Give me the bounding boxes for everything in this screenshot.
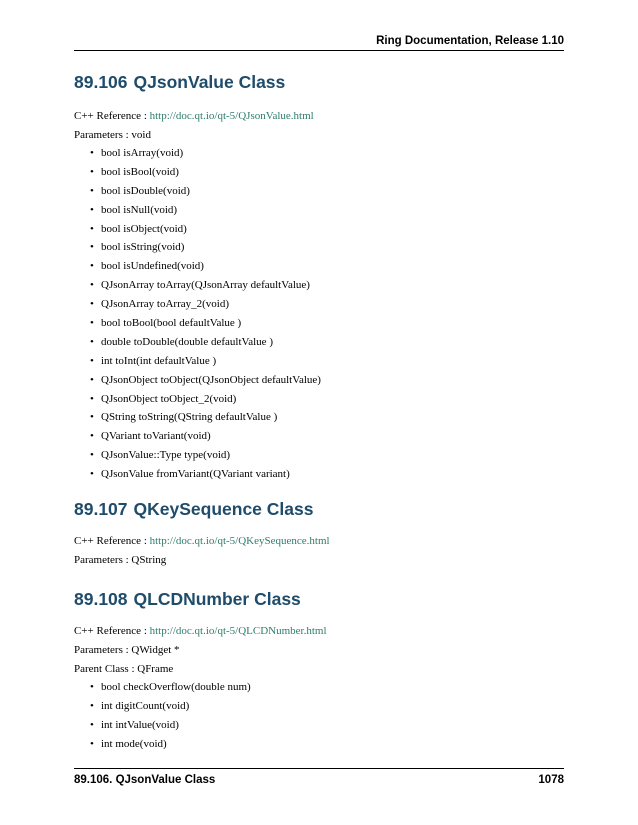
parent-class-text: Parent Class : QFrame (74, 663, 174, 675)
footer-section: 89.106. QJsonValue Class (74, 774, 216, 786)
list-item: • double toDouble(double defaultValue ) (90, 335, 273, 348)
parameters-text: Parameters : QWidget * (74, 644, 180, 656)
cpp-reference (74, 534, 574, 548)
section-heading (74, 498, 574, 520)
reference-link[interactable]: http://doc.qt.io/qt-5/QJsonValue.html (149, 110, 314, 122)
cpp-reference (74, 624, 574, 638)
list-item: • bool isBool(void) (90, 165, 179, 178)
reference-label: C++ Reference : (74, 535, 150, 547)
list-item: • QString toString(QString defaultValue ) (90, 411, 278, 424)
list-item: • bool isArray(void) (90, 147, 184, 159)
list-item: • bool checkOverflow(double num) (90, 681, 251, 693)
section-title: QLCDNumber Class (133, 589, 301, 609)
section-qlcdnumber (74, 588, 574, 756)
list-item: • int mode(void) (90, 737, 167, 750)
list-item: • bool isDouble(void) (90, 184, 190, 197)
section-qkeysequence (74, 498, 574, 567)
section-number: 89.108 (74, 589, 128, 609)
parameters-text: Parameters : QString (74, 554, 167, 566)
reference-link[interactable]: http://doc.qt.io/qt-5/QLCDNumber.html (149, 625, 327, 637)
section-qjsonvalue (74, 71, 574, 486)
section-title: QKeySequence Class (133, 499, 314, 519)
list-item: • bool toBool(bool defaultValue ) (90, 317, 242, 330)
parameters-text: Parameters : void (74, 129, 151, 141)
list-item: • bool isUndefined(void) (90, 260, 204, 273)
reference-label: C++ Reference : (74, 110, 150, 122)
list-item: • QJsonObject toObject(QJsonObject defaultValue) (90, 373, 321, 386)
method-list (74, 146, 574, 486)
list-item: • bool isString(void) (90, 241, 185, 254)
method-list (74, 680, 574, 756)
list-item: • bool isObject(void) (90, 222, 187, 235)
reference-link[interactable]: http://doc.qt.io/qt-5/QKeySequence.html (149, 535, 330, 547)
list-item: • QJsonArray toArray(QJsonArray defaultValue) (90, 279, 310, 292)
list-item: • bool isNull(void) (90, 203, 178, 216)
reference-label: C++ Reference : (74, 625, 150, 637)
running-header: Ring Documentation, Release 1.10 (376, 35, 564, 47)
list-item: • QJsonObject toObject_2(void) (90, 392, 237, 405)
list-item: • QJsonValue::Type type(void) (90, 449, 231, 462)
header-rule (74, 50, 564, 51)
section-number: 89.106 (74, 72, 128, 92)
list-item: • QJsonValue fromVariant(QVariant variant) (90, 468, 290, 481)
footer-rule (74, 768, 564, 769)
section-number: 89.107 (74, 499, 128, 519)
section-heading (74, 71, 574, 93)
cpp-reference (74, 109, 574, 123)
list-item: • int toInt(int defaultValue ) (90, 354, 217, 367)
section-heading (74, 588, 574, 610)
running-footer (74, 774, 564, 786)
list-item: • QVariant toVariant(void) (90, 430, 211, 443)
list-item: • int intValue(void) (90, 718, 179, 731)
list-item: • int digitCount(void) (90, 699, 190, 712)
page-number: 1078 (538, 774, 564, 786)
list-item: • QJsonArray toArray_2(void) (90, 298, 229, 311)
section-title: QJsonValue Class (133, 72, 286, 92)
